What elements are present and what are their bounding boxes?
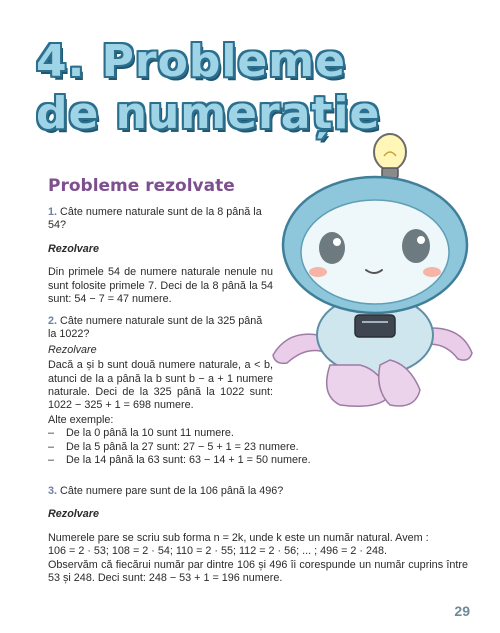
problem-3-line-3: Observăm că fiecărui număr par dintre 106 și 496 îi corespunde un număr cuprins între 53 și 248. Deci sunt: 248 − 53 + 1 = 196 numere.	[48, 558, 468, 585]
problem-2-solution: Dacă a și b sunt două numere naturale, a < b, atunci de la a până la b sunt b − a + 1 numere naturale. Deci de la 325 până la 1022 sunt: 1022 − 325 + 1 = 698 numere.	[48, 359, 273, 412]
example-item: – De la 5 până la 27 sunt: 27 − 5 + 1 = 23 numere.	[48, 440, 299, 453]
problem-2-number: 2.	[48, 315, 58, 327]
problem-1-solution: Din primele 54 de numere naturale nenule nu sunt folosite primele 7. Deci de la 8 până la 54 sunt: 54 − 7 = 47 numere.	[48, 266, 273, 306]
problem-3-number: 3.	[48, 485, 58, 497]
problem-3-question: Câte numere pare sunt de la 106 până la 496?	[60, 485, 284, 497]
examples-label: Alte exemple:	[48, 414, 114, 426]
problem-3-line-2: 106 = 2 · 53; 108 = 2 · 54; 110 = 2 · 55; 112 = 2 · 56; ... ; 496 = 2 · 248.	[48, 545, 388, 558]
example-item: – De la 0 până la 10 sunt 11 numere.	[48, 427, 234, 440]
chapter-title-line-1: 4. Probleme	[36, 36, 346, 87]
problem-3-line-1: Numerele pare se scriu sub forma n = 2k, unde k este un număr natural. Avem :	[48, 531, 429, 544]
problem-1	[48, 206, 273, 306]
problem-1-solution-label: Rezolvare	[48, 242, 100, 255]
problem-1-number: 1.	[48, 206, 58, 218]
lightbulb-icon	[374, 134, 406, 183]
problem-3	[48, 485, 468, 585]
problem-1-question: Câte numere naturale sunt de la 8 până la 54?	[48, 206, 262, 232]
problem-2-question: Câte numere naturale sunt de la 325 până la 1022?	[48, 315, 263, 341]
problem-3-solution-label: Rezolvare	[48, 508, 100, 521]
page-number: 29	[454, 603, 470, 619]
section-heading: Probleme rezolvate	[48, 176, 235, 196]
example-item: – De la 14 până la 63 sunt: 63 − 14 + 1 = 50 numere.	[48, 454, 311, 467]
problem-2-solution-label: Rezolvare	[48, 343, 97, 356]
robot-lightbulb-illustration	[260, 130, 490, 415]
problem-2	[48, 315, 273, 413]
chapter-title-line-2: de numerație	[36, 88, 381, 139]
problem-2-examples	[48, 414, 348, 468]
